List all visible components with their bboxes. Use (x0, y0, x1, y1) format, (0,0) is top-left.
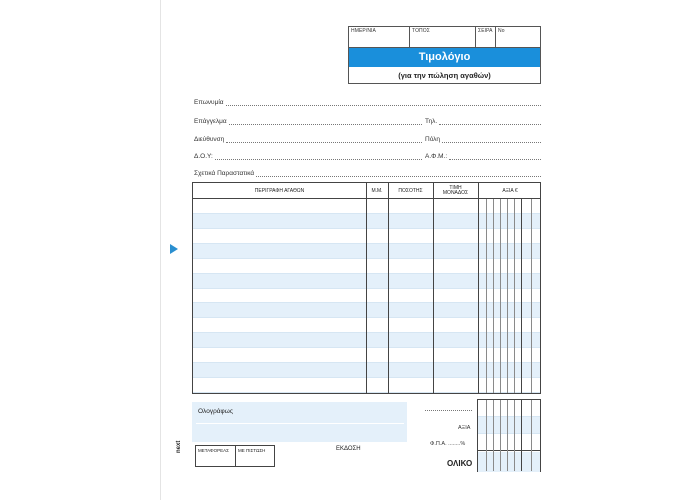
amount-in-words-label: Ολογράφως (198, 408, 233, 415)
vat-number-field[interactable] (425, 153, 541, 160)
name-field[interactable] (194, 99, 541, 106)
series-cell[interactable] (476, 27, 496, 47)
phone-label: Τηλ. (425, 118, 438, 125)
credit-cell[interactable] (236, 446, 276, 466)
col-unit-price: ΤΙΜΗ ΜΟΝΑΔΟΣ (442, 185, 469, 196)
profession-field[interactable] (194, 118, 422, 125)
phone-field[interactable] (425, 118, 541, 125)
city-field[interactable] (425, 136, 541, 143)
carrier-cell[interactable] (196, 446, 236, 466)
related-docs-field[interactable] (194, 170, 541, 177)
col-description: ΠΕΡΙΓΡΑΦΗ ΑΓΑΘΩΝ (254, 187, 305, 194)
col-unit: Μ.Μ. (371, 187, 383, 194)
number-label: Νο (498, 28, 505, 34)
address-label: Διεύθυνση (194, 136, 225, 143)
city-label: Πόλη (425, 136, 441, 143)
value-label: ΑΞΙΑ (458, 425, 471, 431)
number-cell[interactable] (496, 27, 540, 47)
series-label: ΣΕΙΡΑ (478, 28, 493, 34)
carrier-label: ΜΕΤΑΦΟΡΕΑΣ (198, 448, 229, 453)
profession-label: Επάγγελμα (194, 118, 227, 125)
place-label: ΤΟΠΟΣ (412, 28, 430, 34)
name-label: Επωνυμία (194, 99, 224, 106)
issue-label: ΕΚΔΟΣΗ (336, 446, 361, 452)
col-value: ΑΞΙΑ € (502, 187, 518, 194)
page-marker-arrow-icon (170, 244, 178, 254)
credit-label: ΜΕ ΠΙΣΤΩΣΗ (238, 448, 266, 453)
invoice-subtitle: (για την πώληση αγαθών) (398, 71, 491, 80)
tax-office-field[interactable] (194, 153, 422, 160)
totals-box[interactable] (477, 399, 541, 472)
date-cell[interactable] (349, 27, 410, 47)
payment-terms-box (195, 445, 275, 467)
invoice-header (348, 26, 541, 84)
place-cell[interactable] (410, 27, 476, 47)
date-label: ΗΜΕΡ/ΝΙΑ (351, 28, 376, 34)
col-quantity: ΠΟΣΟΤΗΣ (398, 187, 423, 194)
tax-office-label: Δ.Ο.Υ: (194, 153, 213, 160)
total-label: ΟΛΙΚΟ (447, 459, 473, 468)
related-docs-label: Σχετικά Παραστατικά (194, 170, 255, 177)
address-field[interactable] (194, 136, 422, 143)
vat-number-label: Α.Φ.Μ.: (425, 153, 448, 160)
brand-logo: next (176, 440, 182, 453)
items-table (192, 182, 541, 394)
invoice-title: Τιμολόγιο (349, 48, 540, 67)
vat-rate-label: Φ.Π.Α. ........% (430, 441, 466, 447)
